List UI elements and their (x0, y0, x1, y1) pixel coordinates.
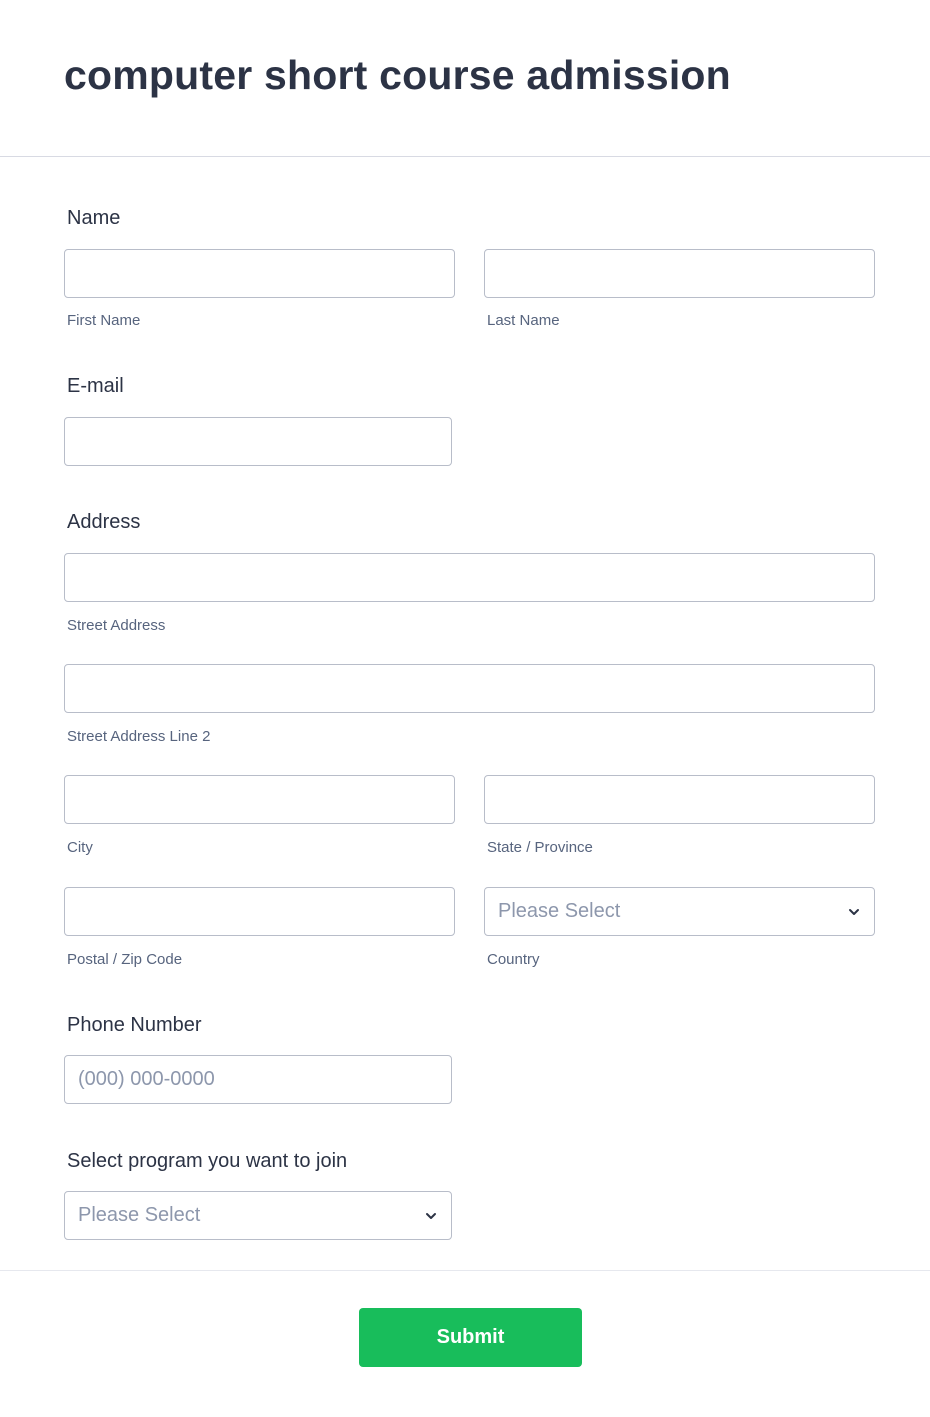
program-select-value: Please Select (78, 1204, 201, 1226)
email-input[interactable] (64, 417, 452, 466)
postal-code-sublabel: Postal / Zip Code (67, 951, 183, 968)
chevron-down-icon (847, 905, 861, 919)
first-name-input[interactable] (64, 249, 455, 298)
country-select[interactable] (484, 887, 875, 936)
state-province-input[interactable] (484, 775, 875, 824)
street-address-line2-input[interactable] (64, 664, 875, 713)
postal-code-input[interactable] (64, 887, 455, 936)
city-input[interactable] (64, 775, 455, 824)
form-header (0, 0, 930, 157)
state-province-sublabel: State / Province (487, 839, 593, 856)
program-label: Select program you want to join (67, 1150, 348, 1172)
submit-button[interactable]: Submit (359, 1308, 582, 1367)
program-select[interactable] (64, 1191, 452, 1240)
country-sublabel: Country (487, 951, 540, 968)
last-name-input[interactable] (484, 249, 875, 298)
chevron-down-icon (424, 1209, 438, 1223)
phone-input[interactable] (64, 1055, 452, 1104)
first-name-sublabel: First Name (67, 312, 141, 329)
street-address-input[interactable] (64, 553, 875, 602)
street-address-sublabel: Street Address (67, 617, 166, 634)
street-address-line2-sublabel: Street Address Line 2 (67, 728, 211, 745)
city-sublabel: City (67, 839, 93, 856)
last-name-sublabel: Last Name (487, 312, 560, 329)
form-title: computer short course admission (64, 52, 731, 98)
phone-label: Phone Number (67, 1014, 202, 1036)
name-label: Name (67, 207, 121, 229)
country-select-value: Please Select (498, 900, 621, 922)
email-label: E-mail (67, 375, 124, 397)
address-label: Address (67, 511, 141, 533)
